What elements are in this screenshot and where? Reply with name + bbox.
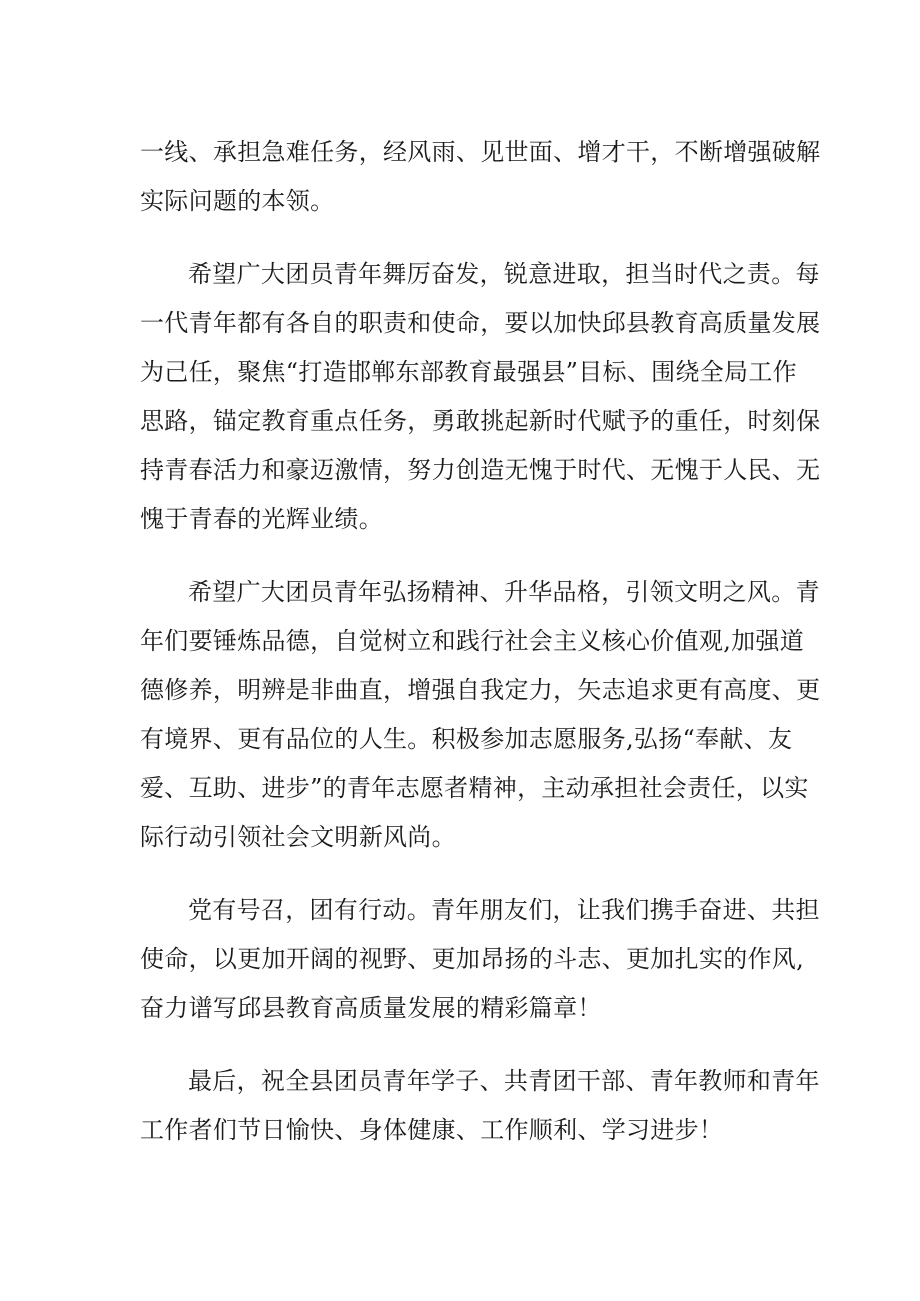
text-line: 德修养，明辨是非曲直，增强自我定力，矢志追求更有高度、更 [140, 676, 821, 704]
paragraph-call-to-action [140, 886, 820, 1033]
paragraph-closing-wishes [140, 1057, 820, 1155]
text-line: 希望广大团员青年舞厉奋发，锐意进取，担当时代之责。每 [188, 260, 820, 288]
text-line: 使命，以更加开阔的视野、更加昂扬的斗志、更加扎实的作风, [140, 945, 805, 973]
text-line: 党有号召，团有行动。青年朋友们，让我们携手奋进、共担 [188, 896, 820, 924]
paragraph-youth-responsibility [140, 250, 821, 544]
text-line: 一线、承担急难任务，经风雨、见世面、增才干，不断增强破解 [140, 138, 821, 166]
text-line: 持青春活力和豪迈激情，努力创造无愧于时代、无愧于人民、无 [140, 456, 821, 484]
text-line: 希望广大团员青年弘扬精神、升华品格，引领文明之风。青 [188, 578, 820, 606]
text-line: 一代青年都有各自的职责和使命，要以加快邱县教育高质量发展 [140, 309, 821, 337]
text-line: 年们要锤炼品德，自觉树立和践行社会主义核心价值观,加强道 [140, 627, 805, 655]
text-line: 愧于青春的光辉业绩。 [140, 505, 383, 533]
text-line: 实际问题的本领。 [140, 187, 335, 215]
text-line: 际行动引领社会文明新风尚。 [140, 823, 456, 851]
paragraph-civility [140, 568, 821, 862]
text-line: 为己任，聚焦“打造邯郸东部教育最强县”目标、围绕全局工作 [140, 358, 797, 386]
text-line: 爱、互助、进步”的青年志愿者精神，主动承担社会责任，以实 [140, 774, 809, 802]
document-body [140, 128, 821, 1155]
paragraph-continuation [140, 128, 821, 226]
text-line: 最后，祝全县团员青年学子、共青团干部、青年教师和青年 [188, 1067, 820, 1095]
text-line: 奋力谱写邱县教育高质量发展的精彩篇章！ [140, 994, 602, 1022]
text-line: 思路，锚定教育重点任务，勇敢挑起新时代赋予的重任，时刻保 [140, 407, 821, 435]
text-line: 工作者们节日愉快、身体健康、工作顺利、学习进步！ [140, 1116, 724, 1144]
text-line: 有境界、更有品位的人生。积极参加志愿服务,弘扬“奉献、友 [140, 725, 793, 753]
